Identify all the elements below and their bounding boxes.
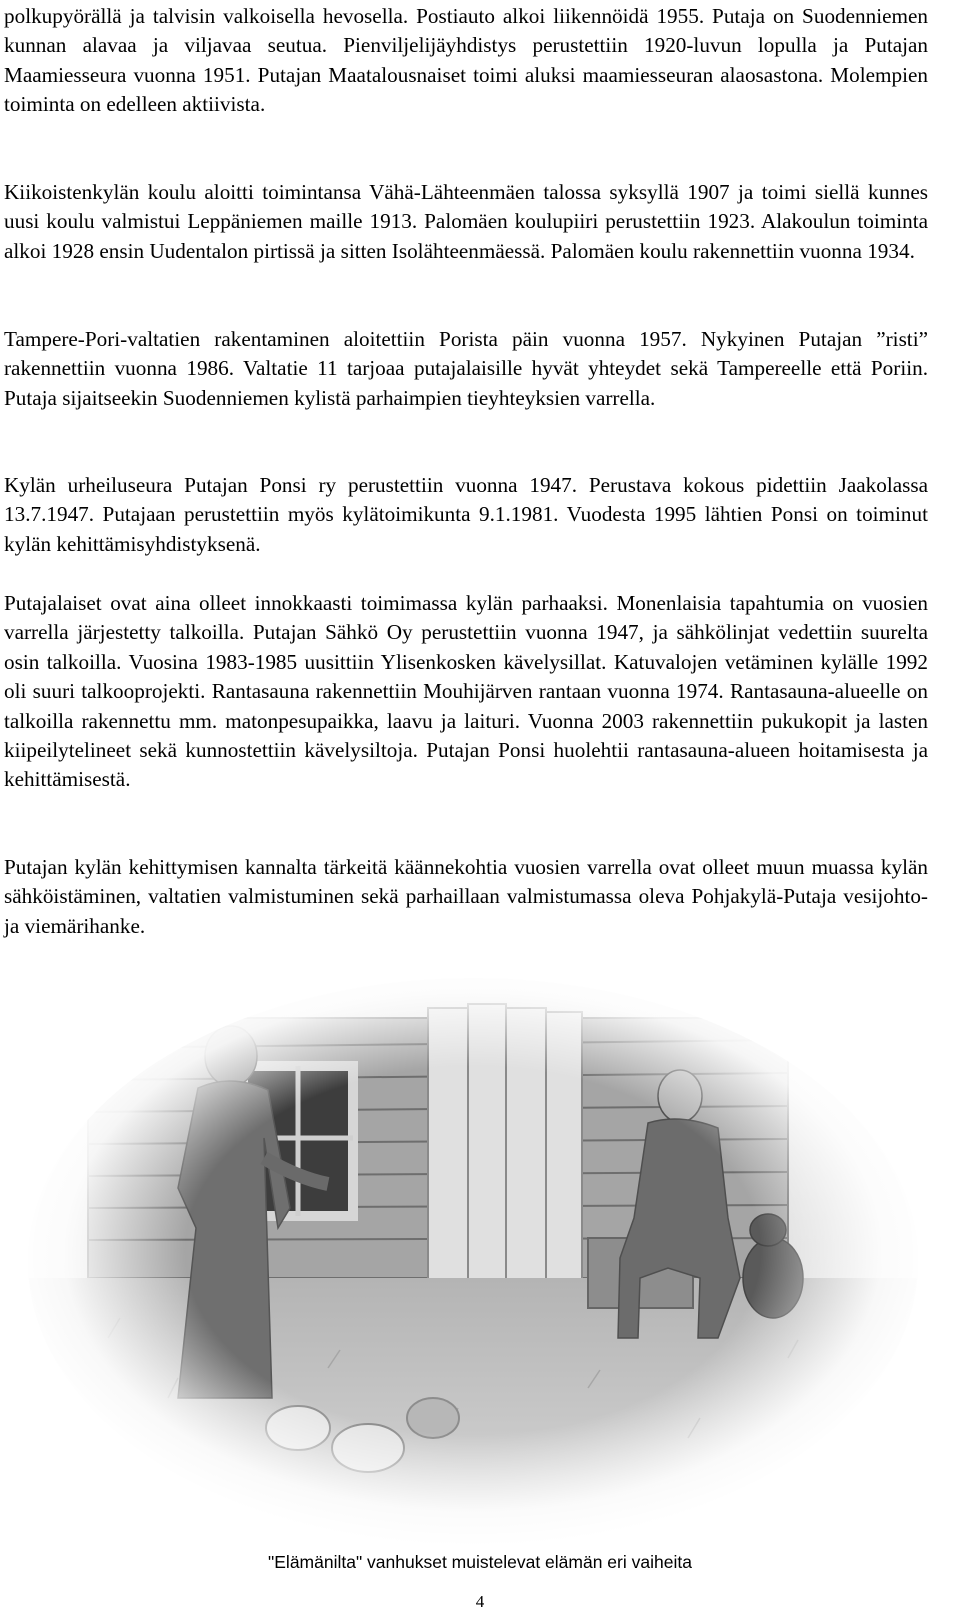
paragraph-schools: Kiikoistenkylän koulu aloitti toimintansa Vähä-Lähteenmäen talossa syksyllä 1907 ja toimi siellä kunnes uusi koulu valmistui Leppäniemen maille 1913. Palomäen koulupiiri perustettiin 1923. Alakoulun toiminta alkoi 1928 ensin Uudentalon pirtissä ja sitten Isolähteenmäessä. Palomäen koulu rakennettiin vuonna 1934. [4,180,928,263]
photo-caption: "Elämänilta" vanhukset muistelevat elämän eri vaiheita [268,1552,692,1572]
vignette-photo [28,978,918,1546]
paragraph-sports-club: Kylän urheiluseura Putajan Ponsi ry perustettiin vuonna 1947. Perustava kokous pidettiin Jaakolassa 13.7.1947. Putajaan perustettiin myös kylätoimikunta 9.1.1981. Vuodesta 1995 lähtien Ponsi on toiminut kylän kehittämisyhdistyksenä. [4,473,928,556]
paragraph-turning-points: Putajan kylän kehittymisen kannalta tärkeitä käännekohtia vuosien varrella ovat olleet muun muassa kylän sähköistäminen, valtatien valmistuminen sekä parhaillaan valmistumassa oleva Pohjakylä-Putaja vesijohto- ja viemärihanke. [4,855,928,938]
page-number: 4 [475,1592,485,1611]
paragraph-history-1: polkupyörällä ja talvisin valkoisella hevosella. Postiauto alkoi liikennöidä 1955. Putaja on Suodenniemen kunnan alavaa ja viljavaa seutua. Pienviljelijäyhdistys perustettiin 1920-luvun lopulla ja Putajan Maamiesseura vuonna 1951. Putajan Maatalousnaiset toimi aluksi maamiesseuran alaosastona. Molempien toiminta on edelleen aktiivista. [4,4,928,117]
paragraph-highway: Tampere-Pori-valtatien rakentaminen aloitettiin Porista päin vuonna 1957. Nykyinen Putajan ”risti” rakennettiin vuonna 1986. Valtatie 11 tarjoaa putajalaisille hyvät yhteydet sekä Tampereelle että Poriin. Putaja sijaitseekin Suodenniemen kylistä parhaimpien tieyhteyksien varrella. [4,327,928,410]
paragraph-volunteer-work: Putajalaiset ovat aina olleet innokkaasti toimimassa kylän parhaaksi. Monenlaisia tapahtumia on vuosien varrella järjestetty talkoilla. Putajan Sähkö Oy perustettiin vuonna 1947, ja sähkölinjat vedettiin suurelta osin talkoilla. Vuosina 1983-1985 uusittiin Ylisenkosken kävelysillat. Katuvalojen vetäminen kylälle 1992 oli suuri talkooprojekti. Rantasauna rakennettiin Mouhijärven rantaan vuonna 1974. Rantasauna-alueelle on talkoilla rakennettu mm. matonpesupaikka, laavu ja laituri. Vuonna 2003 rakennettiin pukukopit ja lasten kiipeilytelineet sekä kunnostettiin kävelysiltoja. Putajan Ponsi huolehtii rantasauna-alueen hoitamisesta ja kehittämisestä. [4,591,928,792]
